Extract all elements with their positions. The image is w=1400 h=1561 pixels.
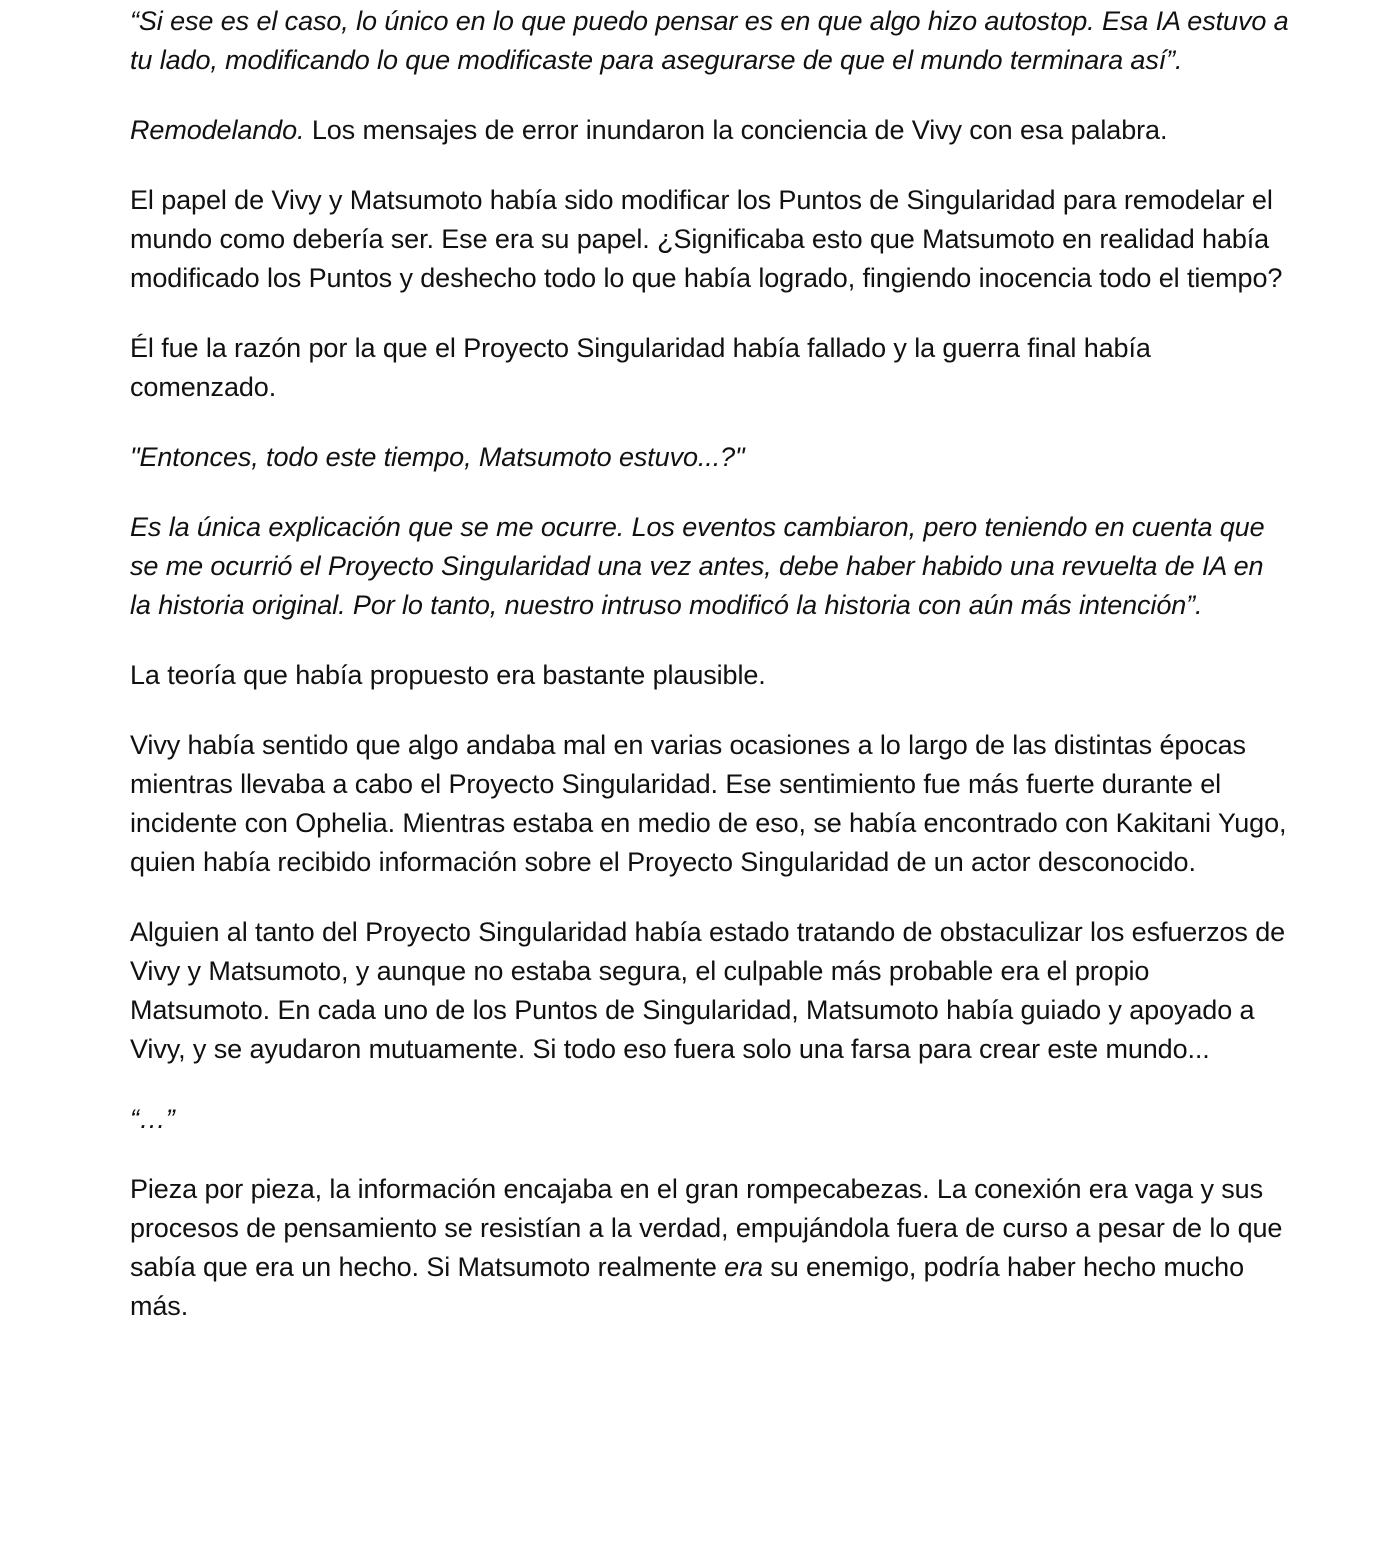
- paragraph-4: [130, 329, 1290, 407]
- paragraph-1: [130, 2, 1290, 80]
- paragraph-7: [130, 656, 1290, 695]
- body-text: El papel de Vivy y Matsumoto había sido modificar los Puntos de Singularidad para remodelar el mundo como debería ser. Ese era su papel. ¿Significaba esto que Matsumoto en realidad había modificado los Puntos y deshecho todo lo que había logrado, fingiendo inocencia todo el tiempo?: [130, 185, 1283, 293]
- paragraph-11: [130, 1170, 1290, 1326]
- body-text: La teoría que había propuesto era bastante plausible.: [130, 660, 766, 690]
- body-text: Vivy había sentido que algo andaba mal en varias ocasiones a lo largo de las distintas épocas mientras llevaba a cabo el Proyecto Singularidad. Ese sentimiento fue más fuerte durante el incidente con Ophelia. Mientras estaba en medio de eso, se había encontrado con Kakitani Yugo, quien había recibido información sobre el Proyecto Singularidad de un actor desconocido.: [130, 730, 1287, 877]
- document-page: [130, 2, 1290, 1326]
- paragraph-2: [130, 111, 1290, 150]
- dialogue-text: "Entonces, todo este tiempo, Matsumoto estuvo...?": [130, 442, 745, 472]
- paragraph-5: [130, 438, 1290, 477]
- dialogue-text: “…”: [130, 1104, 175, 1134]
- paragraph-6: [130, 508, 1290, 625]
- body-text: Los mensajes de error inundaron la conciencia de Vivy con esa palabra.: [304, 115, 1168, 145]
- body-text: Él fue la razón por la que el Proyecto Singularidad había fallado y la guerra final había comenzado.: [130, 333, 1151, 402]
- emphasis-text: era: [724, 1252, 763, 1282]
- paragraph-10: [130, 1100, 1290, 1139]
- emphasis-text: Remodelando.: [130, 115, 305, 145]
- body-text: Pieza por pieza, la información encajaba en el gran rompecabezas. La conexión era vaga y sus procesos de pensamiento se resistían a la verdad, empujándola fuera de curso a pesar de lo que sabía que era un hecho. Si Matsumoto realmente: [130, 1174, 1283, 1282]
- paragraph-3: [130, 181, 1290, 298]
- paragraph-9: [130, 913, 1290, 1069]
- body-text: Alguien al tanto del Proyecto Singularidad había estado tratando de obstaculizar los esfuerzos de Vivy y Matsumoto, y aunque no estaba segura, el culpable más probable era el propio Matsumoto. En cada uno de los Puntos de Singularidad, Matsumoto había guiado y apoyado a Vivy, y se ayudaron mutuamente. Si todo eso fuera solo una farsa para crear este mundo...: [130, 917, 1286, 1064]
- dialogue-text: Es la única explicación que se me ocurre. Los eventos cambiaron, pero teniendo en cuenta que se me ocurrió el Proyecto Singularidad una vez antes, debe haber habido una revuelta de IA en la historia original. Por lo tanto, nuestro intruso modificó la historia con aún más intención”.: [130, 512, 1265, 620]
- dialogue-text: “Si ese es el caso, lo único en lo que puedo pensar es en que algo hizo autostop. Esa IA estuvo a tu lado, modificando lo que modificaste para asegurarse de que el mundo terminara así”.: [130, 6, 1289, 75]
- body-text: su enemigo, podría haber hecho mucho más.: [130, 1252, 1245, 1321]
- paragraph-8: [130, 726, 1290, 882]
